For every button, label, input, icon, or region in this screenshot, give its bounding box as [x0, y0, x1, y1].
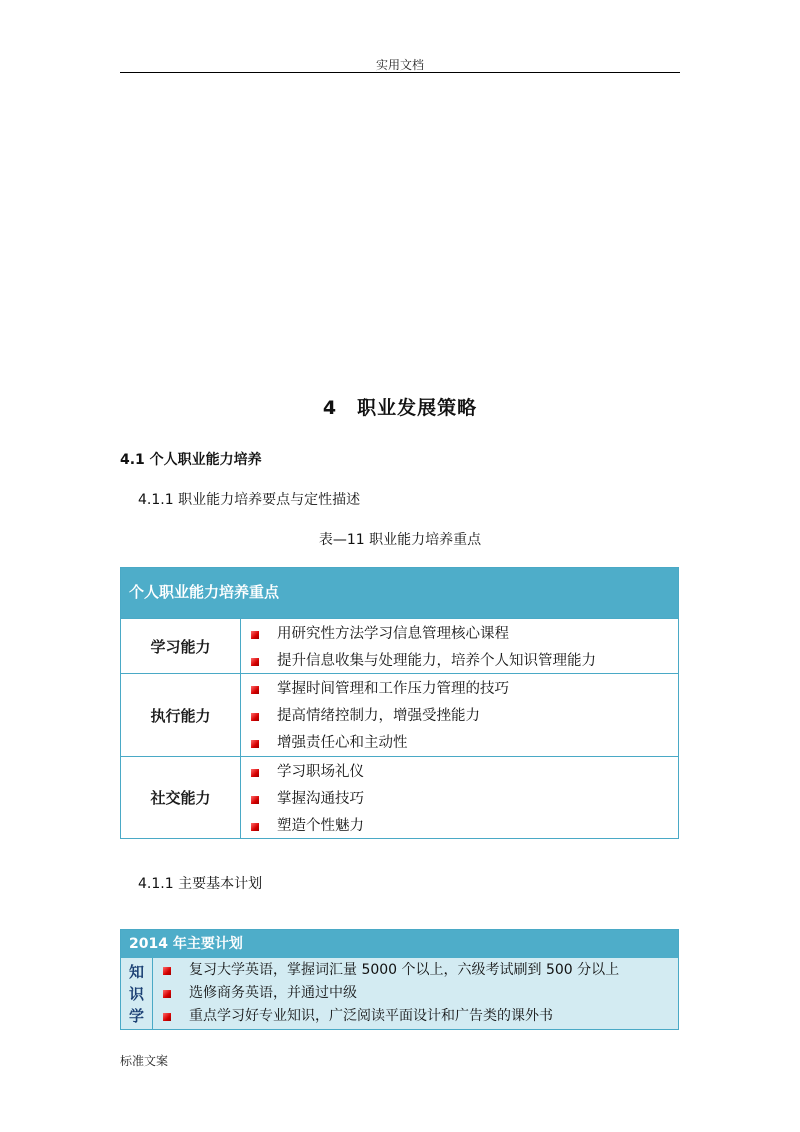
square-bullet-icon: [251, 631, 259, 639]
list-item-text: 提升信息收集与处理能力，培养个人知识管理能力: [277, 653, 596, 669]
list-item: [241, 621, 678, 648]
row-category: 社交能力: [121, 757, 241, 838]
row-category: 学习能力: [121, 619, 241, 673]
category-char: 学: [128, 1007, 144, 1026]
list-item: [241, 730, 678, 757]
list-item-text: 增强责任心和主动性: [277, 735, 408, 751]
list-item-text: 用研究性方法学习信息管理核心课程: [277, 626, 509, 642]
subsection-title-2: 4.1.1 主要基本计划: [138, 876, 263, 892]
section-title: 4.1 个人职业能力培养: [120, 452, 262, 468]
plan-category: [121, 958, 153, 1029]
header-rule: [120, 72, 680, 73]
square-bullet-icon: [251, 658, 259, 666]
square-bullet-icon: [163, 990, 171, 998]
list-item: [153, 959, 678, 982]
list-item: [241, 813, 678, 840]
square-bullet-icon: [251, 740, 259, 748]
ability-table: [120, 567, 679, 839]
table-caption: 表—11 职业能力培养重点: [318, 532, 482, 548]
list-item-text: 学习职场礼仪: [277, 764, 364, 780]
list-item: [241, 648, 678, 675]
plan-table: [120, 929, 679, 1030]
square-bullet-icon: [163, 967, 171, 975]
page-footer: 标准文案: [120, 1054, 169, 1068]
page-header: 实用文档: [375, 58, 424, 72]
list-item-text: 重点学习好专业知识，广泛阅读平面设计和广告类的课外书: [189, 1008, 553, 1024]
table-row: [121, 756, 678, 838]
list-item: [241, 759, 678, 786]
square-bullet-icon: [251, 686, 259, 694]
row-category: 执行能力: [121, 674, 241, 756]
list-item-text: 掌握时间管理和工作压力管理的技巧: [277, 681, 509, 697]
chapter-title: 4 职业发展策略: [322, 397, 478, 419]
square-bullet-icon: [163, 1013, 171, 1021]
table-row: [121, 618, 678, 673]
category-char: 知: [128, 962, 144, 981]
list-item-text: 塑造个性魅力: [277, 818, 364, 834]
list-item: [153, 982, 678, 1005]
plan-table-header: 2014 年主要计划: [121, 930, 678, 958]
list-item-text: 掌握沟通技巧: [277, 791, 364, 807]
square-bullet-icon: [251, 796, 259, 804]
subsection-title-1: 4.1.1 职业能力培养要点与定性描述: [138, 492, 361, 508]
list-item-text: 选修商务英语，并通过中级: [189, 985, 357, 1001]
list-item: [241, 786, 678, 813]
table-row: [121, 673, 678, 756]
list-item: [241, 676, 678, 703]
list-item-text: 复习大学英语，掌握词汇量 5000 个以上，六级考试刷到 500 分以上: [189, 962, 620, 978]
category-char: 识: [128, 984, 144, 1003]
list-item-text: 提高情绪控制力，增强受挫能力: [277, 708, 480, 724]
square-bullet-icon: [251, 713, 259, 721]
square-bullet-icon: [251, 769, 259, 777]
ability-table-header: 个人职业能力培养重点: [121, 568, 678, 618]
square-bullet-icon: [251, 823, 259, 831]
list-item: [153, 1005, 678, 1028]
list-item: [241, 703, 678, 730]
